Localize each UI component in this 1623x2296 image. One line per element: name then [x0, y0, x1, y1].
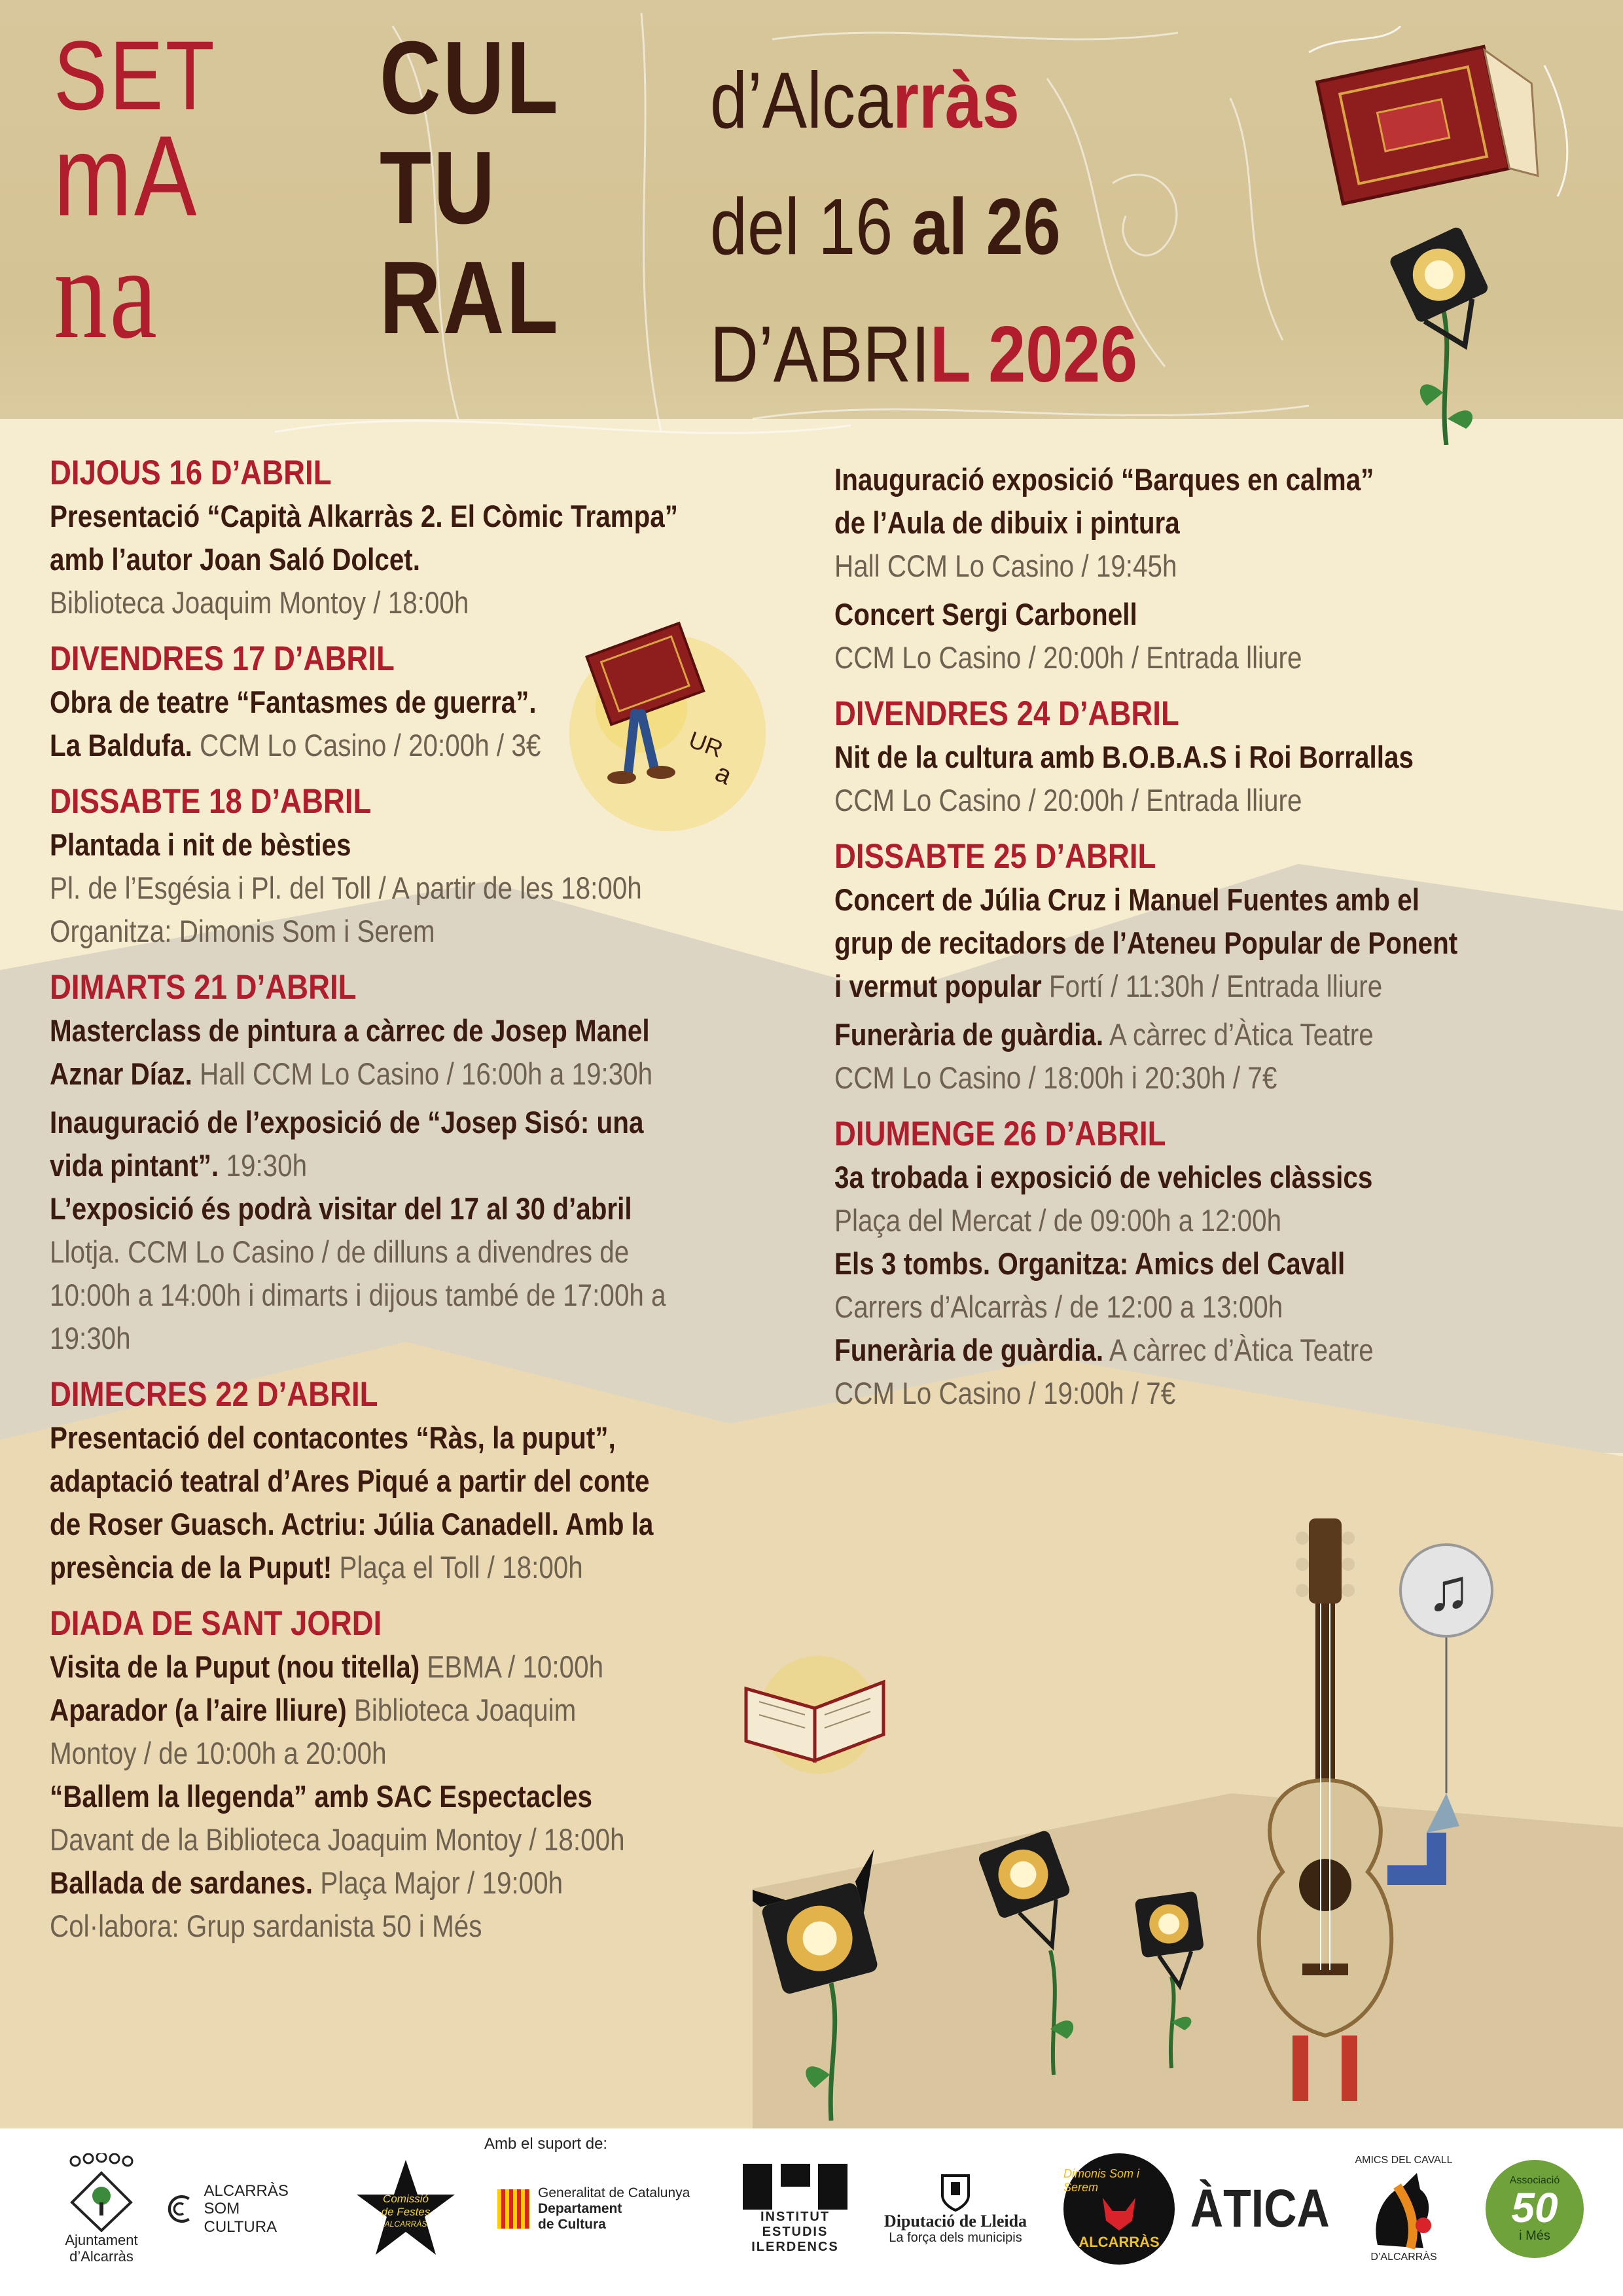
event-info: Plaça Major / 19:00h [313, 1865, 563, 1900]
event-info: A càrrec d’Àtica Teatre [1103, 1333, 1374, 1367]
comissio-line-2: de Festes [381, 2206, 431, 2219]
event-info: Plaça del Mercat / de 09:00h a 12:00h [834, 1203, 1282, 1238]
event-line [834, 1329, 1476, 1372]
day-heading-16: DIJOUS 16 D’ABRIL [50, 454, 332, 492]
title-word-ral: RAL [380, 240, 561, 355]
event-act: Funerària de guàrdia. [834, 1017, 1104, 1052]
event-info: Biblioteca Joaquim Montoy / 18:00h [50, 585, 469, 620]
iei-logo [733, 2140, 857, 2278]
ajuntament-logo [46, 2140, 157, 2278]
day-heading-24: DIVENDRES 24 D’ABRIL [834, 694, 1179, 733]
dimonis-line-2: ALCARRÀS [1079, 2234, 1160, 2250]
event-line [834, 965, 1476, 1008]
event-info: A càrrec d’Àtica Teatre [1103, 1017, 1374, 1052]
som-cultura-logo [164, 2140, 301, 2278]
event-line: Els 3 tombs. Organitza: Amics del Cavall [834, 1246, 1346, 1281]
event-info: Biblioteca Joaquim [346, 1693, 577, 1727]
event-info: CCM Lo Casino / 18:00h i 20:30h / 7€ [834, 1060, 1277, 1095]
book-letters-2: a [711, 758, 736, 791]
title-setmana [54, 20, 253, 366]
event-info: EBMA / 10:00h [419, 1649, 604, 1684]
event-line: adaptació teatral d’Ares Piqué a partir del conte [50, 1463, 650, 1498]
event-line: Concert Sergi Carbonell [834, 597, 1137, 632]
sardanista-line-3: i Més [1519, 2228, 1550, 2243]
event-line [50, 1546, 675, 1589]
diputacio-label: Diputació de Lleida [883, 2211, 1027, 2231]
event-info: CCM Lo Casino / 19:00h / 7€ [834, 1376, 1176, 1410]
music-note-icon: ♫ [1427, 1558, 1471, 1623]
event-line [50, 1144, 675, 1187]
stage-lamps-illustration [753, 1793, 1250, 2121]
comissio-line-1: Comissió [383, 2193, 429, 2205]
support-label: Amb el suport de: [484, 2135, 608, 2153]
diputacio-tagline: La força dels municipis [889, 2231, 1022, 2246]
event-info: CCM Lo Casino / 20:00h / Entrada lliure [834, 783, 1302, 817]
program-right-column [834, 458, 1580, 1415]
event-act: Aparador (a l’aire lliure) [50, 1693, 347, 1727]
event-act: La Baldufa. [50, 728, 192, 762]
event-info: 19:30h [50, 1321, 131, 1355]
iei-label [751, 2210, 839, 2255]
event-info: Montoy / de 10:00h a 20:00h [50, 1736, 387, 1770]
title-cultural [380, 20, 600, 355]
subtitle-dates-a: del 16 [710, 182, 912, 271]
event-line: Presentació del contacontes “Ràs, la puput”, [50, 1420, 616, 1455]
event-line: Presentació “Capità Alkarràs 2. El Còmic Trampa” [50, 499, 679, 533]
event-info: Plaça el Toll / 18:00h [332, 1550, 583, 1585]
event-line: de l’Aula de dibuix i pintura [834, 505, 1180, 540]
subtitle-town-a: d’Alca [710, 56, 893, 145]
iei-line-3: ILERDENCS [751, 2239, 839, 2254]
amics-line-2: D’ALCARRÀS [1370, 2251, 1437, 2263]
iei-line-2: ESTUDIS [762, 2224, 829, 2239]
event-info: Hall CCM Lo Casino / 16:00h a 19:30h [192, 1056, 653, 1091]
event-info: Col·labora: Grup sardanista 50 i Més [50, 1909, 482, 1943]
amics-line-1: AMICS DEL CAVALL [1355, 2154, 1453, 2166]
som-cultura-label [204, 2182, 301, 2236]
event-info: Pl. de l’Esgésia i Pl. del Toll / A partir de les 18:00h [50, 870, 642, 905]
generalitat-label [538, 2185, 690, 2233]
subtitle-dates [710, 182, 1061, 271]
event-info: Davant de la Biblioteca Joaquim Montoy / 18:00h [50, 1822, 625, 1857]
event-line: 3a trobada i exposició de vehicles clàssics [834, 1160, 1373, 1194]
gencat-line-1: Generalitat de Catalunya [538, 2185, 690, 2200]
day-heading-25: DISSABTE 25 D’ABRIL [834, 837, 1156, 876]
title-word-ma: mA [54, 113, 199, 240]
devil-icon [1096, 2195, 1142, 2234]
event-act: Visita de la Puput (nou titella) [50, 1649, 420, 1684]
event-line: Inauguració exposició “Barques en calma” [834, 462, 1374, 497]
iei-line-1: INSTITUT [760, 2209, 830, 2224]
dimonis-logo [1060, 2140, 1178, 2278]
title-word-cul: CUL [380, 20, 561, 135]
book-letters-1: UR [685, 725, 727, 763]
comissio-line-3: ALCARRÀS [384, 2219, 427, 2229]
day-heading-18: DISSABTE 18 D’ABRIL [50, 782, 372, 821]
event-info: 19:30h [219, 1148, 308, 1183]
event-line: de Roser Guasch. Actriu: Júlia Canadell. Amb la [50, 1507, 654, 1541]
event-line [834, 1013, 1476, 1056]
gencat-line-2: Departament [538, 2200, 622, 2216]
day-heading-21: DIMARTS 21 D’ABRIL [50, 968, 357, 1007]
event-line: Obra de teatre “Fantasmes de guerra”. [50, 685, 537, 719]
guitar-illustration [1230, 1518, 1571, 2108]
day-heading-22: DIMECRES 22 D’ABRIL [50, 1375, 378, 1414]
subtitle-month [710, 310, 1138, 399]
subtitle-month-a: D’ABRI [710, 310, 930, 399]
event-line [50, 1052, 675, 1096]
open-book-illustration [726, 1649, 910, 1780]
event-line: Nit de la cultura amb B.O.B.A.S i Roi Borrallas [834, 740, 1414, 774]
event-line: L’exposició és podrà visitar del 17 al 30 d’abril [50, 1191, 632, 1226]
header-book-illustration [1302, 26, 1590, 445]
sardanista-line-2: 50 [1511, 2183, 1558, 2231]
day-heading-sant-jordi: DIADA DE SANT JORDI [50, 1604, 382, 1643]
dimonis-badge [1063, 2153, 1175, 2265]
comissio-text [353, 2193, 458, 2229]
event-line: amb l’autor Joan Saló Dolcet. [50, 542, 421, 577]
iei-emblem-icon [743, 2164, 847, 2210]
dimonis-line-1: Dimonis Som i Serem [1063, 2167, 1140, 2194]
ajuntament-emblem-icon [65, 2153, 137, 2232]
diputacio-logo [870, 2140, 1041, 2278]
flying-book-illustration [537, 615, 812, 890]
event-act: presència de la Puput! [50, 1550, 332, 1585]
generalitat-logo [497, 2140, 720, 2278]
event-info: 10:00h a 14:00h i dimarts i dijous també de 17:00h a [50, 1278, 666, 1312]
horse-icon [1358, 2166, 1450, 2251]
sardanista-line-1: Associació [1509, 2174, 1560, 2186]
event-line [50, 1689, 675, 1732]
atica-logo [1190, 2140, 1330, 2278]
event-line: Inauguració de l’exposició de “Josep Sisó: una [50, 1105, 644, 1139]
senyera-icon [497, 2189, 530, 2229]
event-info: Organitza: Dimonis Som i Serem [50, 914, 435, 948]
event-info: Llotja. CCM Lo Casino / de dilluns a divendres de [50, 1234, 630, 1269]
sardanista-logo [1479, 2140, 1590, 2278]
som-cultura-line-1: ALCARRÀS [204, 2181, 289, 2200]
event-info: Carrers d’Alcarràs / de 12:00 a 13:00h [834, 1289, 1283, 1324]
subtitle-month-b: L 2026 [929, 310, 1138, 399]
event-act: vida pintant”. [50, 1148, 219, 1183]
diputacio-shield-icon [939, 2172, 972, 2212]
subtitle-town-c: às [944, 56, 1020, 145]
gencat-line-3: de Cultura [538, 2217, 606, 2233]
title-word-na: na [54, 221, 160, 366]
amics-cavall-logo [1342, 2140, 1466, 2278]
subtitle-town-b: rr [893, 56, 945, 145]
event-line: “Ballem la llegenda” amb SAC Espectacles [50, 1779, 592, 1814]
event-line: grup de recitadors de l’Ateneu Popular de Ponent [834, 925, 1458, 960]
atica-wordmark: ÀTICA [1190, 2179, 1330, 2238]
event-act: i vermut popular [834, 969, 1042, 1003]
sardanista-badge [1486, 2160, 1584, 2258]
comissio-festes-logo [347, 2140, 465, 2278]
event-line: Plantada i nit de bèsties [50, 827, 351, 862]
som-cultura-line-2: SOM CULTURA [204, 2200, 277, 2236]
event-info: CCM Lo Casino / 20:00h / Entrada lliure [834, 640, 1302, 675]
subtitle-town [710, 56, 1020, 145]
title-word-set: SET [54, 20, 217, 130]
day-heading-26: DIUMENGE 26 D’ABRIL [834, 1115, 1166, 1153]
ajuntament-label: Ajuntament d’Alcarràs [65, 2231, 138, 2265]
event-info: Fortí / 11:30h / Entrada lliure [1041, 969, 1383, 1003]
comissio-star [353, 2157, 458, 2261]
som-cultura-icon [164, 2189, 198, 2229]
event-act: Aznar Díaz. [50, 1056, 192, 1091]
event-info: Hall CCM Lo Casino / 19:45h [834, 548, 1177, 583]
event-act: Funerària de guàrdia. [834, 1333, 1104, 1367]
day-heading-17: DIVENDRES 17 D’ABRIL [50, 639, 395, 678]
event-line [50, 1645, 675, 1689]
event-line [50, 1861, 675, 1905]
subtitle-dates-b: al 26 [911, 182, 1061, 271]
event-line: Masterclass de pintura a càrrec de Josep Manel [50, 1013, 650, 1048]
event-info: CCM Lo Casino / 20:00h / 3€ [192, 728, 541, 762]
event-line: Concert de Júlia Cruz i Manuel Fuentes amb el [834, 882, 1419, 917]
event-act: Ballada de sardanes. [50, 1865, 313, 1900]
title-word-tu: TU [380, 130, 497, 245]
